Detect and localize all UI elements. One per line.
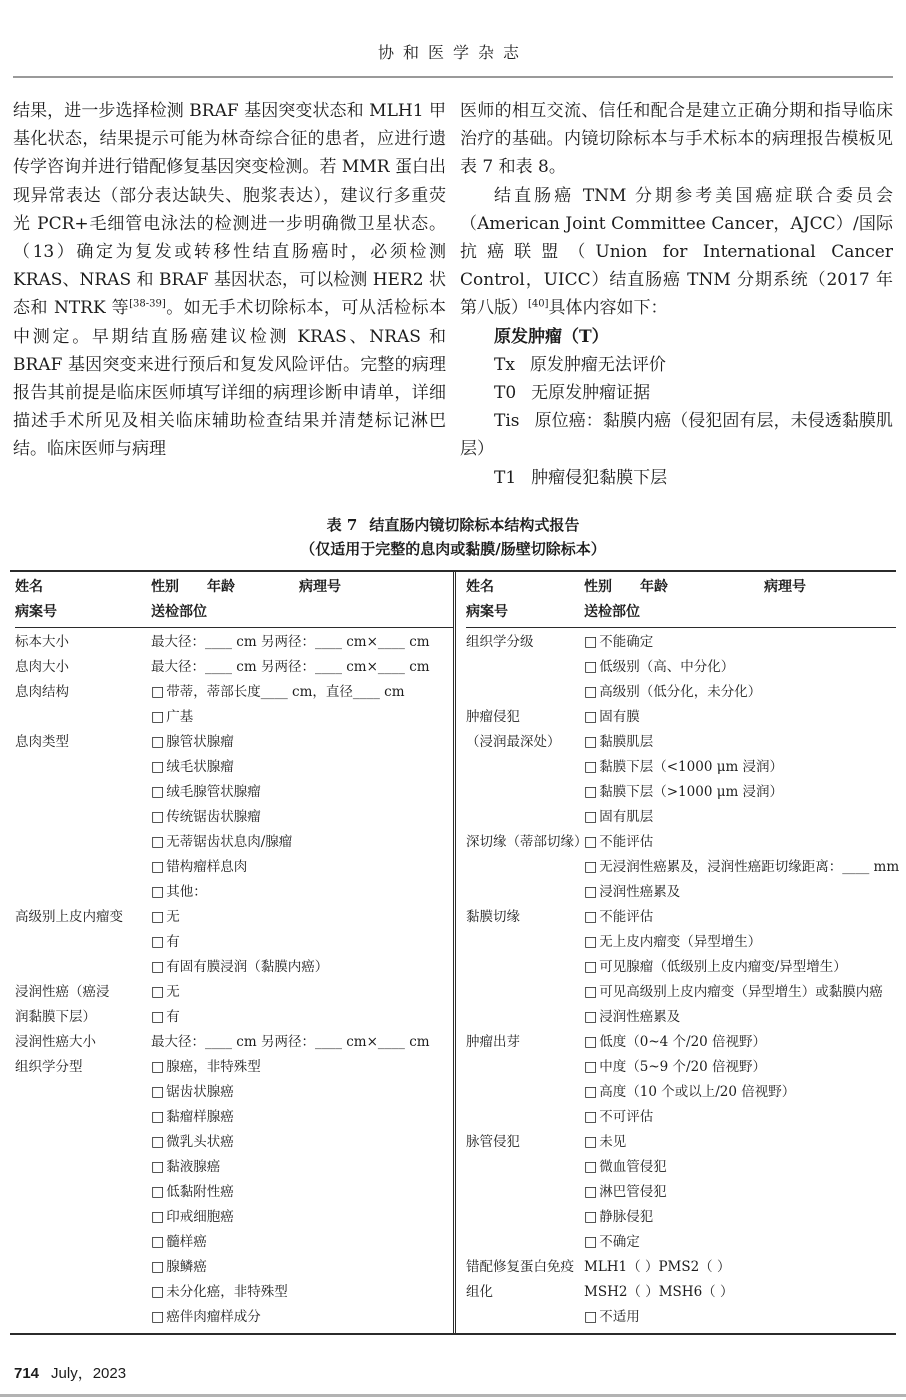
checkbox-option [584, 730, 896, 755]
header-cell-site: 送检部位 [584, 603, 640, 620]
row-label [466, 1030, 584, 1130]
header-cell-age: 年龄 [207, 578, 235, 595]
article-left-column [13, 97, 446, 492]
row-label-text: 深切缘（蒂部切缘） [466, 833, 588, 850]
row-label [466, 830, 588, 905]
table-row [15, 980, 453, 1030]
paragraph-text: 结直肠癌 TNM 分期参考美国癌症联合委员会（American Joint Committee Cancer，AJCC）/国际抗癌联盟（Union for International Cancer Control，UICC）结直肠癌 TNM 分期系统（2017 年第八版） [460, 185, 893, 319]
checkbox-option [584, 705, 896, 730]
header-cell-record-no: 病案号 [466, 603, 508, 620]
option-label: 低度（0~4 个/20 倍视野） [599, 1033, 767, 1050]
table-row [15, 905, 453, 980]
checkbox-icon: □ [584, 983, 598, 1000]
checkbox-option [151, 1105, 453, 1130]
header-cell-record-no: 病案号 [15, 603, 57, 620]
checkbox-option [151, 780, 453, 805]
checkbox-option [584, 630, 896, 655]
checkbox-option [151, 880, 453, 905]
option-label: 可见高级别上皮内瘤变（异型增生）或黏膜内癌 [599, 983, 883, 1000]
checkbox-option [584, 980, 896, 1005]
table-header [466, 572, 896, 628]
tnm-desc: 无原发肿瘤证据 [531, 383, 651, 404]
checkbox-icon: □ [584, 933, 598, 950]
checkbox-icon: □ [151, 1108, 165, 1125]
header-cell-pathology-no: 病理号 [299, 578, 341, 595]
checkbox-icon: □ [584, 1058, 598, 1075]
row-label-text: 黏膜切缘 [466, 908, 520, 925]
checkbox-icon: □ [151, 1308, 165, 1325]
table-row [15, 680, 453, 730]
checkbox-icon: □ [151, 783, 165, 800]
table-row [466, 905, 896, 1030]
row-options [151, 630, 453, 655]
checkbox-option [584, 655, 896, 680]
checkbox-icon: □ [151, 1083, 165, 1100]
checkbox-option [584, 855, 900, 880]
tnm-code: Tx [494, 354, 515, 375]
checkbox-option [151, 1255, 453, 1280]
option-label: 腺鳞癌 [166, 1258, 207, 1275]
row-label-text: 肿瘤侵犯 [466, 708, 520, 725]
tnm-desc: 肿瘤侵犯黏膜下层 [531, 467, 668, 488]
table-left-half [10, 572, 453, 1333]
checkbox-option [584, 805, 896, 830]
checkbox-option [151, 1205, 453, 1230]
footer-page-number: 714 [14, 1365, 40, 1382]
checkbox-icon: □ [584, 1233, 598, 1250]
header-cell-age: 年龄 [640, 578, 668, 595]
citation-ref: [40] [528, 298, 549, 310]
checkbox-option [584, 1055, 896, 1080]
paragraph-text: 。如无手术切除标本，可从活检标本中测定。早期结直肠癌建议检测 KRAS、NRAS 和 BRAF 基因突变来进行预后和复发风险评估。完整的病理报告其前提是临床医师填写详细的病理诊断申请单，详细描述手术所见及相关临床辅助检查结果并清楚标记淋巴结。临床医师与病理 [13, 298, 446, 460]
row-label-text: 润黏膜下层） [15, 1008, 96, 1025]
checkbox-icon: □ [584, 733, 598, 750]
tnm-desc: 原位癌：黏膜内癌（侵犯固有层，未侵透黏膜肌层） [460, 411, 893, 460]
fill-in-line: MSH2（ ）MSH6（ ） [584, 1283, 734, 1300]
table-row [466, 705, 896, 830]
checkbox-option [151, 1180, 453, 1205]
checkbox-icon: □ [584, 1133, 598, 1150]
row-options [151, 1030, 453, 1055]
fill-in-line: 最大径：____ cm 另两径：____ cm×____ cm [151, 1033, 430, 1050]
header-row [466, 600, 896, 625]
row-label-text: 高级别上皮内瘤变 [15, 908, 123, 925]
checkbox-icon: □ [584, 908, 598, 925]
checkbox-icon: □ [151, 758, 165, 775]
report-table [10, 570, 900, 1335]
citation-ref: [38-39] [129, 298, 166, 310]
table-row [15, 655, 453, 680]
checkbox-option [584, 780, 896, 805]
row-label-text: 肿瘤出芽 [466, 1033, 520, 1050]
paragraph: 医师的相互交流、信任和配合是建立正确分期和指导临床治疗的基础。内镜切除标本与手术标本的病理报告模板见表 7 和表 8。 [460, 101, 893, 178]
checkbox-option [151, 855, 453, 880]
checkbox-option [151, 1055, 453, 1080]
header-cell-name: 姓名 [15, 578, 43, 595]
option-label: 淋巴管侵犯 [599, 1183, 667, 1200]
option-label: 静脉侵犯 [599, 1208, 654, 1225]
option-label: 黏膜下层（<1000 μm 浸润） [599, 758, 784, 775]
option-label: 绒毛状腺瘤 [166, 758, 234, 775]
header-row [15, 575, 453, 600]
row-label-text: 息肉类型 [15, 733, 69, 750]
row-label-text: 浸润性癌大小 [15, 1033, 96, 1050]
row-label-text: 组织学分级 [466, 633, 534, 650]
checkbox-option [151, 905, 453, 930]
option-label: 有固有膜浸润（黏膜内癌） [166, 958, 329, 975]
option-label: 低级别（高、中分化） [599, 658, 735, 675]
header-cell-sex: 性别 [584, 578, 612, 595]
option-label: 腺管状腺瘤 [166, 733, 234, 750]
checkbox-icon: □ [584, 658, 598, 675]
checkbox-option [584, 880, 896, 905]
checkbox-option [151, 1280, 453, 1305]
checkbox-icon: □ [584, 1108, 598, 1125]
checkbox-option [584, 1180, 896, 1205]
row-label [15, 1030, 151, 1055]
paragraph-text: 结果，进一步选择检测 BRAF 基因突变状态和 MLH1 甲基化状态，结果提示可能为林奇综合征的患者，应进行遗传学咨询并进行错配修复基因突变检测。若 MMR 蛋白出现异常表达（部分表达缺失、胞浆表达），建议行多重荧光 PCR+毛细管电泳法的检测进一步明确微卫星状态。（13）确定为复发或转移性结直肠癌时，必须检测 KRAS、NRAS 和 BRAF 基因状态，可以检测 HER2 状态和 NTRK 等 [13, 101, 446, 319]
checkbox-icon: □ [584, 1083, 598, 1100]
option-label: 绒毛腺管状腺瘤 [166, 783, 261, 800]
checkbox-icon: □ [151, 733, 165, 750]
fill-in-line: 最大径：____ cm 另两径：____ cm×____ cm [151, 633, 430, 650]
option-label: 髓样癌 [166, 1233, 207, 1250]
table-number: 表 7 [326, 515, 358, 534]
table-title [0, 513, 906, 537]
row-options [151, 980, 453, 1030]
tnm-item [460, 351, 893, 379]
row-options [151, 655, 453, 680]
checkbox-icon: □ [151, 883, 165, 900]
checkbox-option [584, 1230, 896, 1255]
checkbox-option [151, 805, 453, 830]
checkbox-option [584, 1080, 896, 1105]
option-label: 高度（10 个或以上/20 倍视野） [599, 1083, 796, 1100]
table-subtitle: （仅适用于完整的息肉或黏膜/肠壁切除标本） [300, 539, 606, 558]
checkbox-icon: □ [151, 833, 165, 850]
tnm-desc: 原发肿瘤无法评价 [529, 354, 666, 375]
checkbox-icon: □ [584, 708, 598, 725]
checkbox-option [584, 1205, 896, 1230]
checkbox-icon: □ [151, 983, 165, 1000]
option-label: 微乳头状癌 [166, 1133, 234, 1150]
checkbox-option [151, 1305, 453, 1330]
checkbox-icon: □ [584, 1158, 598, 1175]
checkbox-option [151, 980, 453, 1005]
article-body [0, 78, 906, 492]
checkbox-option [151, 680, 453, 705]
option-label: 传统锯齿状腺瘤 [166, 808, 261, 825]
checkbox-option [151, 1005, 453, 1030]
table-title-text: 结直肠内镜切除标本结构式报告 [369, 515, 580, 534]
option-label: 无 [166, 983, 180, 1000]
option-label: 广基 [166, 708, 194, 725]
row-options [584, 1255, 896, 1330]
row-label-text: 息肉大小 [15, 658, 69, 675]
header-cell-sex: 性别 [151, 578, 179, 595]
row-label-text: （浸润最深处） [466, 733, 561, 750]
row-label [15, 730, 151, 905]
checkbox-icon: □ [584, 683, 598, 700]
row-label [15, 1055, 151, 1330]
checkbox-option [584, 1305, 896, 1330]
row-label-text: 息肉结构 [15, 683, 69, 700]
checkbox-option [584, 1105, 896, 1130]
tnm-code: T0 [494, 383, 517, 404]
tnm-item [460, 379, 893, 407]
table-row [466, 1255, 896, 1330]
option-label: 微血管侵犯 [599, 1158, 667, 1175]
option-label: 黏膜肌层 [599, 733, 654, 750]
checkbox-icon: □ [584, 1033, 598, 1050]
option-label: 未分化癌，非特殊型 [166, 1283, 288, 1300]
table-row [15, 1055, 453, 1330]
checkbox-icon: □ [151, 1233, 165, 1250]
checkbox-icon: □ [584, 1308, 598, 1325]
option-label: 印戒细胞癌 [166, 1208, 234, 1225]
checkbox-icon: □ [584, 958, 598, 975]
option-label: 癌伴肉瘤样成分 [166, 1308, 261, 1325]
row-label [15, 680, 151, 730]
checkbox-icon: □ [584, 1208, 598, 1225]
option-label: 无蒂锯齿状息肉/腺瘤 [166, 833, 293, 850]
table-row [15, 730, 453, 905]
option-label: 锯齿状腺癌 [166, 1083, 234, 1100]
checkbox-icon: □ [584, 758, 598, 775]
option-label: 其他： [166, 883, 207, 900]
row-label-text: 组织学分型 [15, 1058, 83, 1075]
table-row [466, 1030, 896, 1130]
checkbox-icon: □ [151, 908, 165, 925]
option-label: 黏液腺癌 [166, 1158, 221, 1175]
row-label-text: 标本大小 [15, 633, 69, 650]
option-label: 有 [166, 1008, 180, 1025]
option-label: 未见 [599, 1133, 627, 1150]
row-label-text: 脉管侵犯 [466, 1133, 520, 1150]
report-table-section [0, 513, 906, 1335]
checkbox-icon: □ [151, 1283, 165, 1300]
checkbox-icon: □ [151, 1183, 165, 1200]
checkbox-icon: □ [151, 1158, 165, 1175]
row-options [584, 705, 896, 830]
row-options [151, 905, 453, 980]
checkbox-icon: □ [584, 783, 598, 800]
row-label [15, 630, 151, 655]
row-options [151, 730, 453, 905]
checkbox-icon: □ [151, 683, 165, 700]
option-label: 腺癌，非特殊型 [166, 1058, 261, 1075]
option-label: 高级别（低分化，未分化） [599, 683, 762, 700]
row-options [151, 680, 453, 730]
checkbox-option [151, 730, 453, 755]
paragraph [460, 182, 893, 323]
paragraph [13, 97, 446, 464]
option-label: 浸润性癌累及 [599, 1008, 681, 1025]
checkbox-icon: □ [151, 708, 165, 725]
row-label [15, 655, 151, 680]
checkbox-icon: □ [584, 808, 598, 825]
journal-title: 协和医学杂志 [377, 43, 528, 62]
header-row [466, 575, 896, 600]
option-label: 固有膜 [599, 708, 640, 725]
option-label: 带蒂，蒂部长度____ cm，直径____ cm [166, 683, 405, 700]
checkbox-icon: □ [151, 1258, 165, 1275]
row-label-text: 组化 [466, 1283, 493, 1300]
fill-in-line: MLH1（ ）PMS2（ ） [584, 1258, 731, 1275]
header-cell-name: 姓名 [466, 578, 494, 595]
checkbox-option [584, 830, 896, 855]
checkbox-option [584, 1155, 896, 1180]
option-label: 无浸润性癌累及，浸润性癌距切缘距离：____ mm [599, 858, 900, 875]
option-label: 有 [166, 933, 180, 950]
row-options [584, 1130, 896, 1255]
row-label [466, 630, 584, 705]
checkbox-icon: □ [584, 858, 598, 875]
option-label: 中度（5~9 个/20 倍视野） [599, 1058, 767, 1075]
table-left-body [15, 628, 453, 1333]
checkbox-icon: □ [151, 858, 165, 875]
checkbox-option [584, 1030, 896, 1055]
row-label-text: 浸润性癌（癌浸 [15, 983, 110, 1000]
row-options [584, 830, 900, 905]
checkbox-option [584, 930, 896, 955]
table-row [15, 630, 453, 655]
row-options [151, 1055, 453, 1330]
row-label [15, 980, 151, 1030]
checkbox-option [151, 930, 453, 955]
footer-date: July，2023 [51, 1365, 127, 1382]
header-cell-pathology-no: 病理号 [764, 578, 806, 595]
checkbox-icon: □ [151, 1058, 165, 1075]
checkbox-option [584, 905, 896, 930]
checkbox-option [151, 1080, 453, 1105]
option-label: 无 [166, 908, 180, 925]
table-right-body [466, 628, 900, 1333]
option-label: 无上皮内瘤变（异型增生） [599, 933, 762, 950]
row-label [466, 905, 584, 1030]
checkbox-option [151, 705, 453, 730]
table-header [15, 572, 453, 628]
checkbox-icon: □ [584, 1008, 598, 1025]
option-label: 黏膜下层（>1000 μm 浸润） [599, 783, 784, 800]
option-label: 不能评估 [599, 908, 654, 925]
article-right-column [460, 97, 893, 492]
option-label: 不适用 [599, 1308, 640, 1325]
option-label: 固有肌层 [599, 808, 654, 825]
row-label [466, 705, 584, 830]
row-label [466, 1130, 584, 1255]
checkbox-icon: □ [584, 633, 598, 650]
tnm-item [460, 464, 893, 492]
checkbox-option [584, 1130, 896, 1155]
tnm-code: T1 [494, 467, 517, 488]
table-row [466, 1130, 896, 1255]
table-row [15, 1030, 453, 1055]
option-label: 浸润性癌累及 [599, 883, 681, 900]
checkbox-option [151, 955, 453, 980]
row-options [584, 905, 896, 1030]
fill-in-line: 最大径：____ cm 另两径：____ cm×____ cm [151, 658, 430, 675]
row-options [584, 630, 896, 705]
option-label: 不能确定 [599, 633, 654, 650]
checkbox-option [584, 680, 896, 705]
checkbox-option [584, 955, 896, 980]
checkbox-icon: □ [584, 883, 598, 900]
option-label: 不能评估 [599, 833, 654, 850]
header-row [15, 600, 453, 625]
checkbox-icon: □ [584, 833, 598, 850]
checkbox-icon: □ [151, 933, 165, 950]
option-label: 不确定 [599, 1233, 640, 1250]
tnm-heading: 原发肿瘤（T） [494, 326, 609, 347]
row-label [15, 905, 151, 980]
checkbox-icon: □ [151, 1008, 165, 1025]
footer-rule [0, 1394, 906, 1397]
checkbox-option [584, 1005, 896, 1030]
option-label: 不可评估 [599, 1108, 654, 1125]
checkbox-option [151, 830, 453, 855]
page-footer [14, 1362, 126, 1383]
checkbox-icon: □ [151, 958, 165, 975]
checkbox-icon: □ [584, 1183, 598, 1200]
checkbox-option [584, 755, 896, 780]
paragraph-text: 具体内容如下： [548, 298, 668, 319]
option-label: 错构瘤样息肉 [166, 858, 248, 875]
tnm-item [460, 407, 893, 463]
checkbox-icon: □ [151, 808, 165, 825]
checkbox-option [151, 755, 453, 780]
checkbox-option [151, 1230, 453, 1255]
table-row [466, 630, 896, 705]
row-options [584, 1030, 896, 1130]
checkbox-option [151, 1130, 453, 1155]
option-label: 低黏附性癌 [166, 1183, 234, 1200]
row-label-text: 错配修复蛋白免疫 [466, 1258, 574, 1275]
checkbox-icon: □ [151, 1133, 165, 1150]
table-row [466, 830, 900, 905]
row-label [466, 1255, 584, 1330]
option-label: 黏瘤样腺癌 [166, 1108, 234, 1125]
tnm-code: Tis [494, 411, 520, 432]
checkbox-icon: □ [151, 1208, 165, 1225]
table-right-half [453, 572, 900, 1333]
option-label: 可见腺瘤（低级别上皮内瘤变/异型增生） [599, 958, 847, 975]
header-cell-site: 送检部位 [151, 603, 207, 620]
checkbox-option [151, 1155, 453, 1180]
